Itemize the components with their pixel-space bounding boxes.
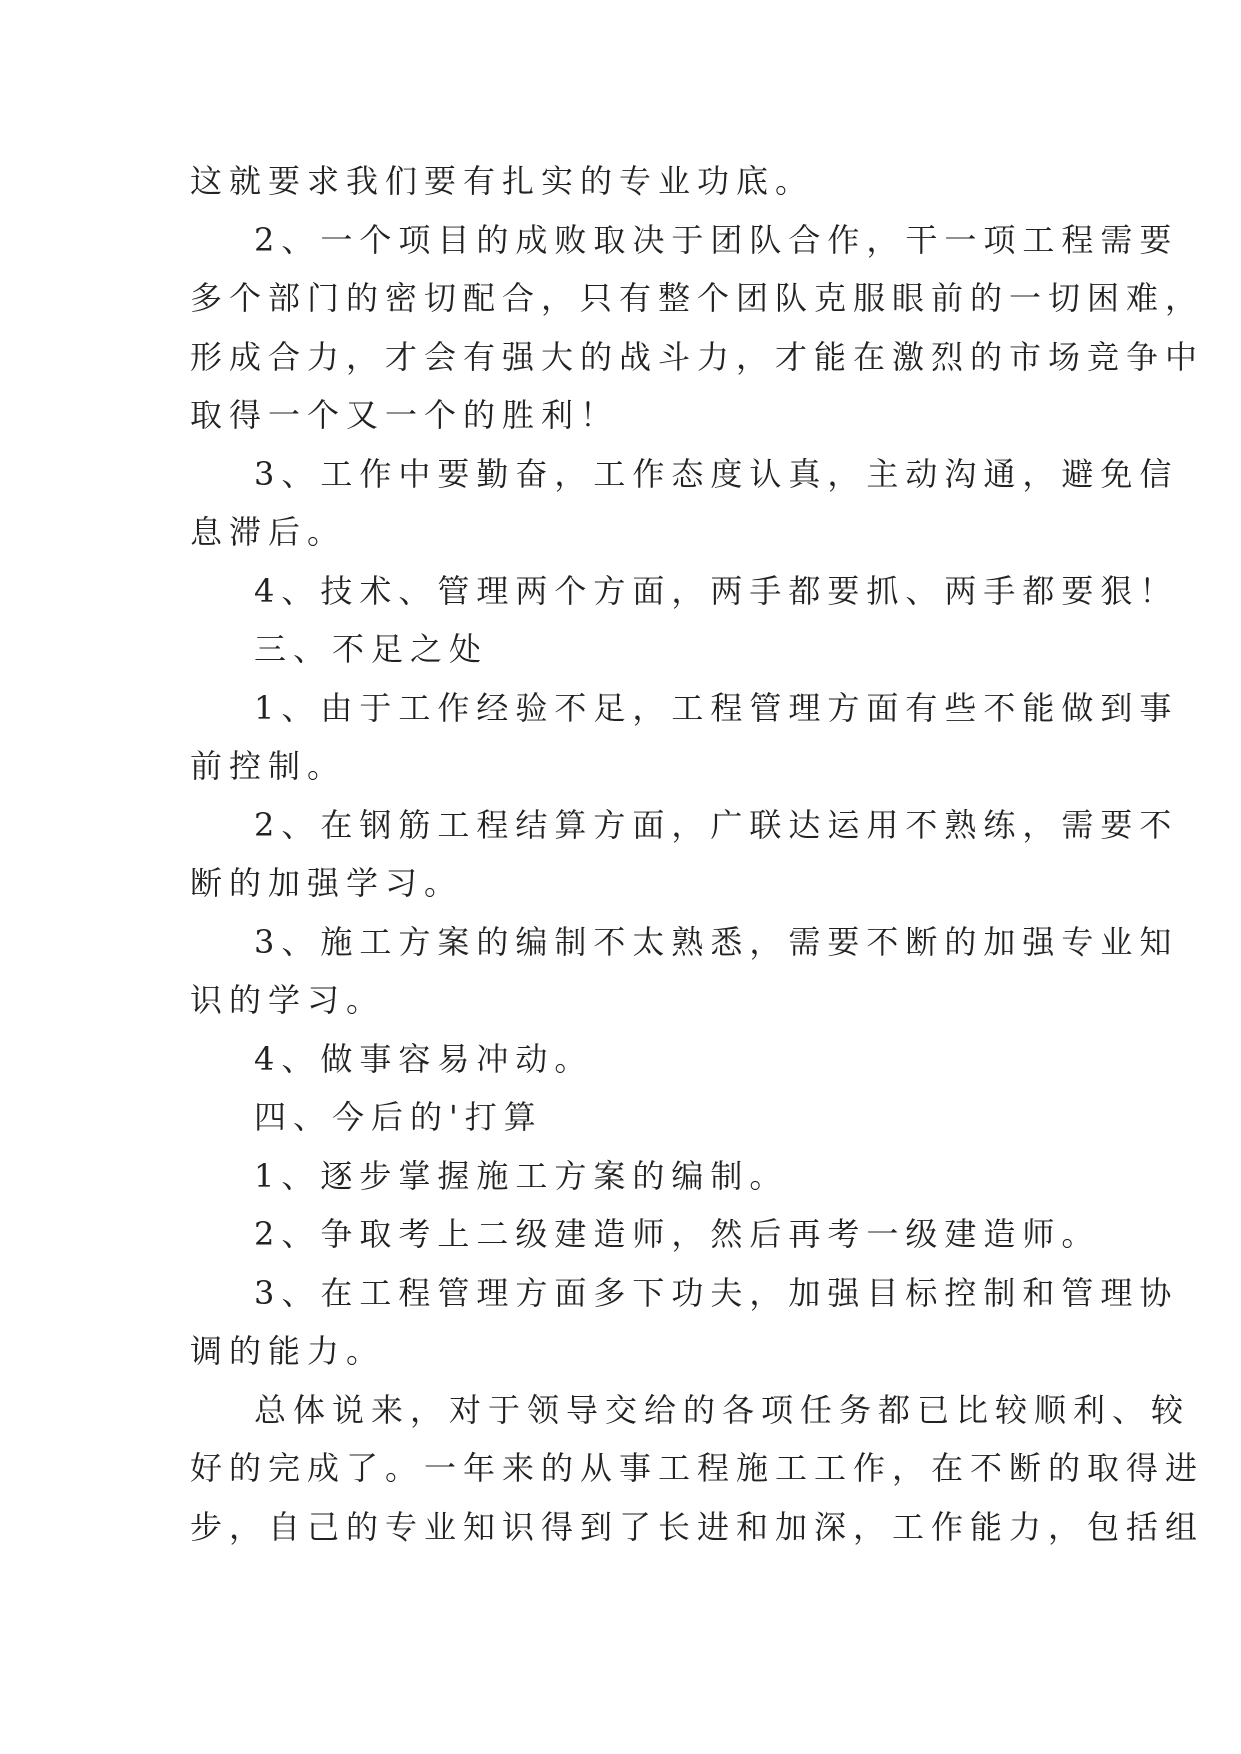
text-line: 取得一个又一个的胜利！ xyxy=(190,396,620,434)
text-line: 3、在工程管理方面多下功夫，加强目标控制和管理协 xyxy=(254,1273,1179,1312)
text-line: 多个部门的密切配合，只有整个团队克服眼前的一切困难， xyxy=(190,279,1205,317)
text-line: 形成合力，才会有强大的战斗力，才能在激烈的市场竞争中 xyxy=(190,337,1205,376)
text-line: 1、由于工作经验不足，工程管理方面有些不能做到事 xyxy=(254,688,1179,727)
text-line: 4、技术、管理两个方面，两手都要抓、两手都要狠！ xyxy=(254,571,1179,610)
text-line: 1、逐步掌握施工方案的编制。 xyxy=(254,1156,789,1195)
text-line: 息滞后。 xyxy=(190,513,347,551)
text-line: 2、在钢筋工程结算方面，广联达运用不熟练，需要不 xyxy=(254,805,1179,844)
text-line: 4、做事容易冲动。 xyxy=(254,1039,594,1078)
text-line: 2、争取考上二级建造师，然后再考一级建造师。 xyxy=(254,1215,1101,1253)
text-line: 识的学习。 xyxy=(190,981,386,1019)
text-line: 3、施工方案的编制不太熟悉，需要不断的加强专业知 xyxy=(254,922,1179,961)
text-line: 断的加强学习。 xyxy=(190,864,464,902)
section-heading: 四、今后的'打算 xyxy=(254,1098,543,1136)
text-line: 调的能力。 xyxy=(190,1332,386,1370)
text-line: 步，自己的专业知识得到了长进和加深，工作能力，包括组 xyxy=(190,1507,1205,1546)
text-line: 这就要求我们要有扎实的专业功底。 xyxy=(190,162,815,200)
document-body xyxy=(190,152,1205,1556)
text-line: 好的完成了。一年来的从事工程施工工作，在不断的取得进 xyxy=(190,1449,1205,1487)
text-line: 总体说来，对于领导交给的各项任务都已比较顺利、较 xyxy=(254,1390,1191,1429)
text-line: 2、一个项目的成败取决于团队合作，干一项工程需要 xyxy=(254,220,1179,259)
section-heading: 三、不足之处 xyxy=(254,630,489,668)
text-line: 前控制。 xyxy=(190,747,347,785)
text-line: 3、工作中要勤奋，工作态度认真，主动沟通，避免信 xyxy=(254,454,1179,493)
